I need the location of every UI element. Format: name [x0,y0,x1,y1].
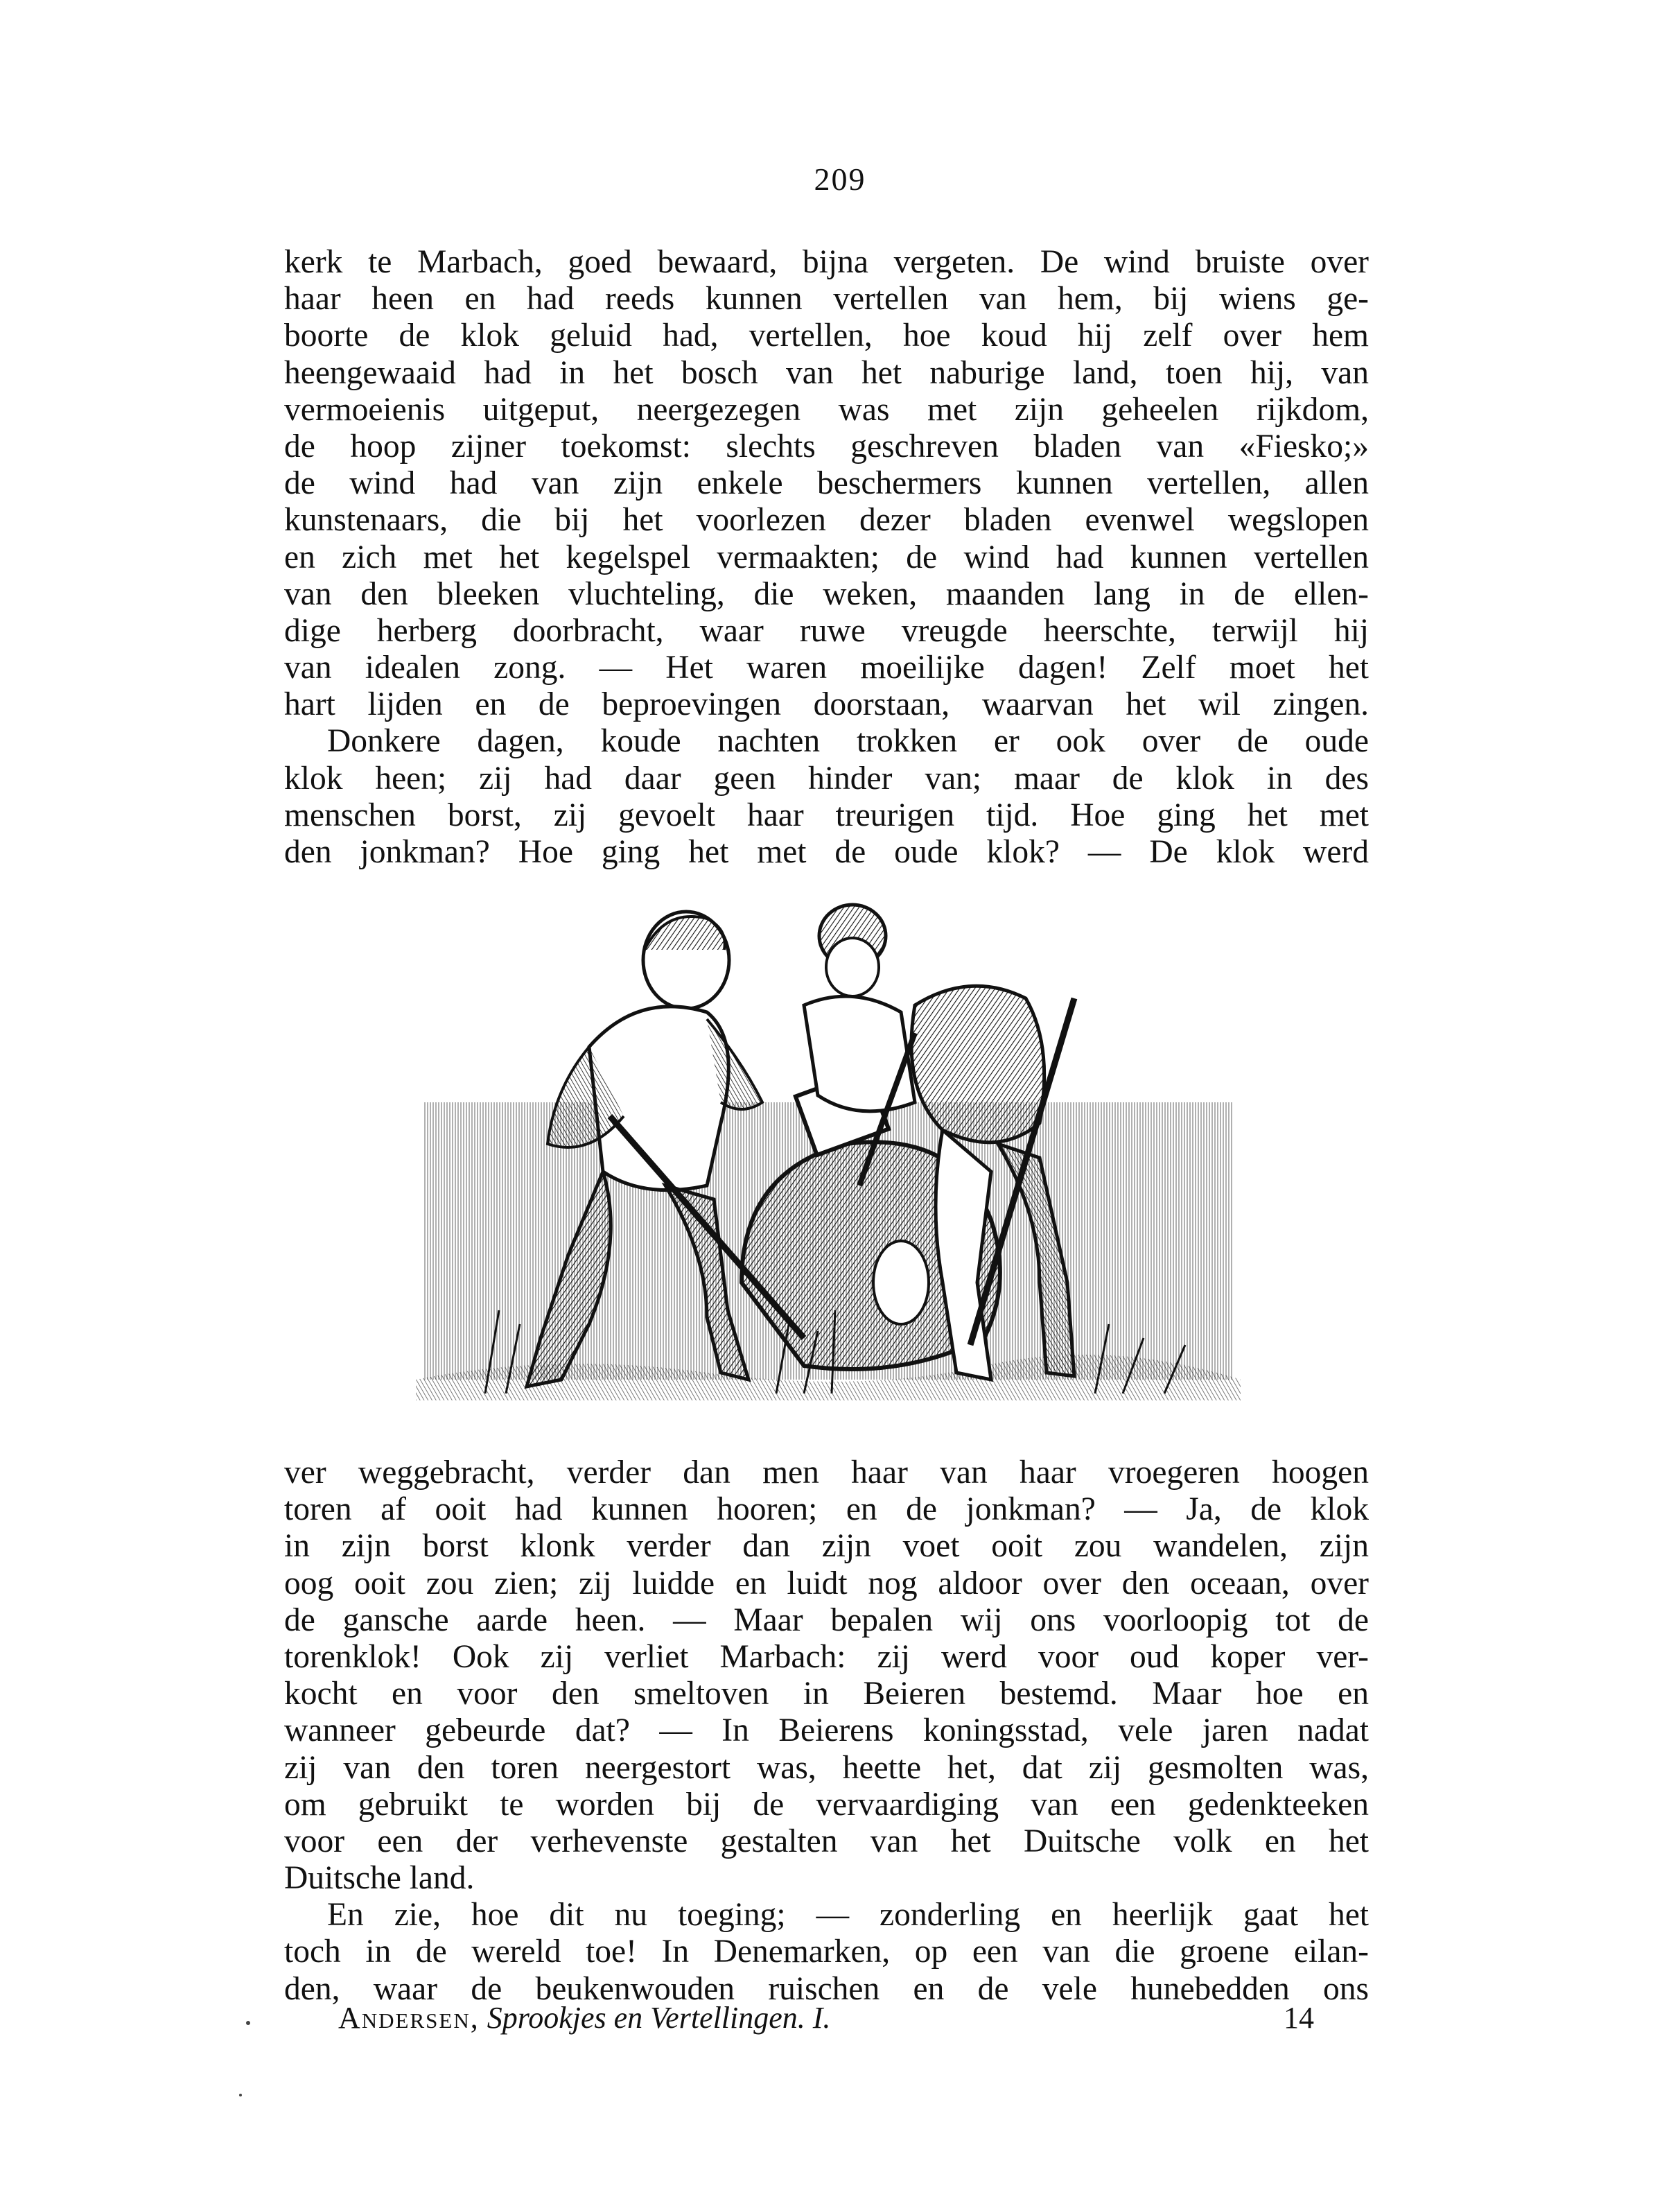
text-line: boorte de klok geluid had, vertellen, hoe koud hij zelf over hem [284,318,1369,354]
text-line: Duitsche land. [284,1860,475,1897]
text-line: Donkere dagen, koude nachten trokken er ook over de oude [327,723,1369,760]
text-line: heengewaaid had in het bosch van het naburige land, toen hij, van [284,354,1369,391]
text-line: de gansche aarde heen. — Maar bepalen wij ons voorloopig tot de [284,1601,1369,1638]
text-line: in zijn borst klonk verder dan zijn voet ooit zou wandelen, zijn [284,1528,1369,1565]
text-line: torenklok! Ook zij verliet Marbach: zij werd voor oud koper ver- [284,1638,1369,1675]
text-line: de hoop zijner toekomst: slechts geschreven bladen van «Fiesko;» [284,428,1369,464]
text-line: den jonkman? Hoe ging het met de oude klok? — De klok werd [284,834,1369,870]
text-line: haar heen en had reeds kunnen vertellen van hem, bij wiens ge- [284,281,1369,318]
text-line: om gebruikt te worden bij de vervaardiging van een gedenkteeken [284,1786,1369,1823]
text-line: toch in de wereld toe! In Denemarken, op een van die groene eilan- [284,1934,1369,1970]
text-line: hart lijden en de beproevingen doorstaan, waarvan het wil zingen. [284,686,1369,723]
text-line: klok heen; zij had daar geen hinder van; maar de klok in des [284,760,1369,797]
page-footer [0,2000,1680,2042]
text-line: wanneer gebeurde dat? — In Beierens koningsstad, vele jaren nadat [284,1712,1369,1749]
text-line: de wind had van zijn enkele beschermers kunnen vertellen, allen [284,465,1369,502]
text-block-bottom [284,1454,1369,2008]
footer-signature-mark: 14 [1284,2001,1314,2035]
text-line: van idealen zong. — Het waren moeilijke dagen! Zelf moet het [284,650,1369,686]
text-line: en zich met het kegelspel vermaakten; de wind had kunnen vertellen [284,539,1369,575]
text-line: kunstenaars, die bij het voorlezen dezer bladen evenwel wegslopen [284,502,1369,539]
text-block-top [284,244,1369,871]
footer-book-title: Sprookjes en Vertellingen. I. [487,2001,831,2035]
text-line: zij van den toren neergestort was, heette het, dat zij gesmolten was, [284,1749,1369,1786]
text-line: den, waar de beukenwouden ruischen en de vele hunebedden ons [284,1970,1369,2007]
footer-author: Andersen, [338,2001,480,2035]
text-line: van den bleeken vluchteling, die weken, maanden lang in de ellen- [284,575,1369,612]
speck [239,2094,242,2096]
text-line: kocht en voor den smeltoven in Beieren bestemd. Maar hoe en [284,1676,1369,1712]
page-number: 209 [814,162,866,197]
text-line: kerk te Marbach, goed bewaard, bijna vergeten. De wind bruiste over [284,244,1369,280]
speck [246,2021,250,2025]
engraving-illustration [416,894,1254,1456]
text-line: toren af ooit had kunnen hooren; en de jonkman? — Ja, de klok [284,1491,1369,1528]
bell-diggers-engraving [416,894,1254,1456]
text-line: oog ooit zou zien; zij luidde en luidt nog aldoor over den oceaan, over [284,1565,1369,1601]
text-line: voor een der verhevenste gestalten van het Duitsche volk en het [284,1823,1369,1859]
text-line: ver weggebracht, verder dan men haar van haar vroegeren hoogen [284,1454,1369,1491]
text-line: En zie, hoe dit nu toeging; — zonderling en heerlijk gaat het [327,1897,1369,1934]
footer-title [338,2000,830,2035]
text-line: vermoeienis uitgeput, neergezegen was met zijn geheelen rijkdom, [284,391,1369,428]
text-line: menschen borst, zij gevoelt haar treurigen tijd. Hoe ging het met [284,797,1369,833]
text-line: dige herberg doorbracht, waar ruwe vreugde heerschte, terwijl hij [284,612,1369,649]
